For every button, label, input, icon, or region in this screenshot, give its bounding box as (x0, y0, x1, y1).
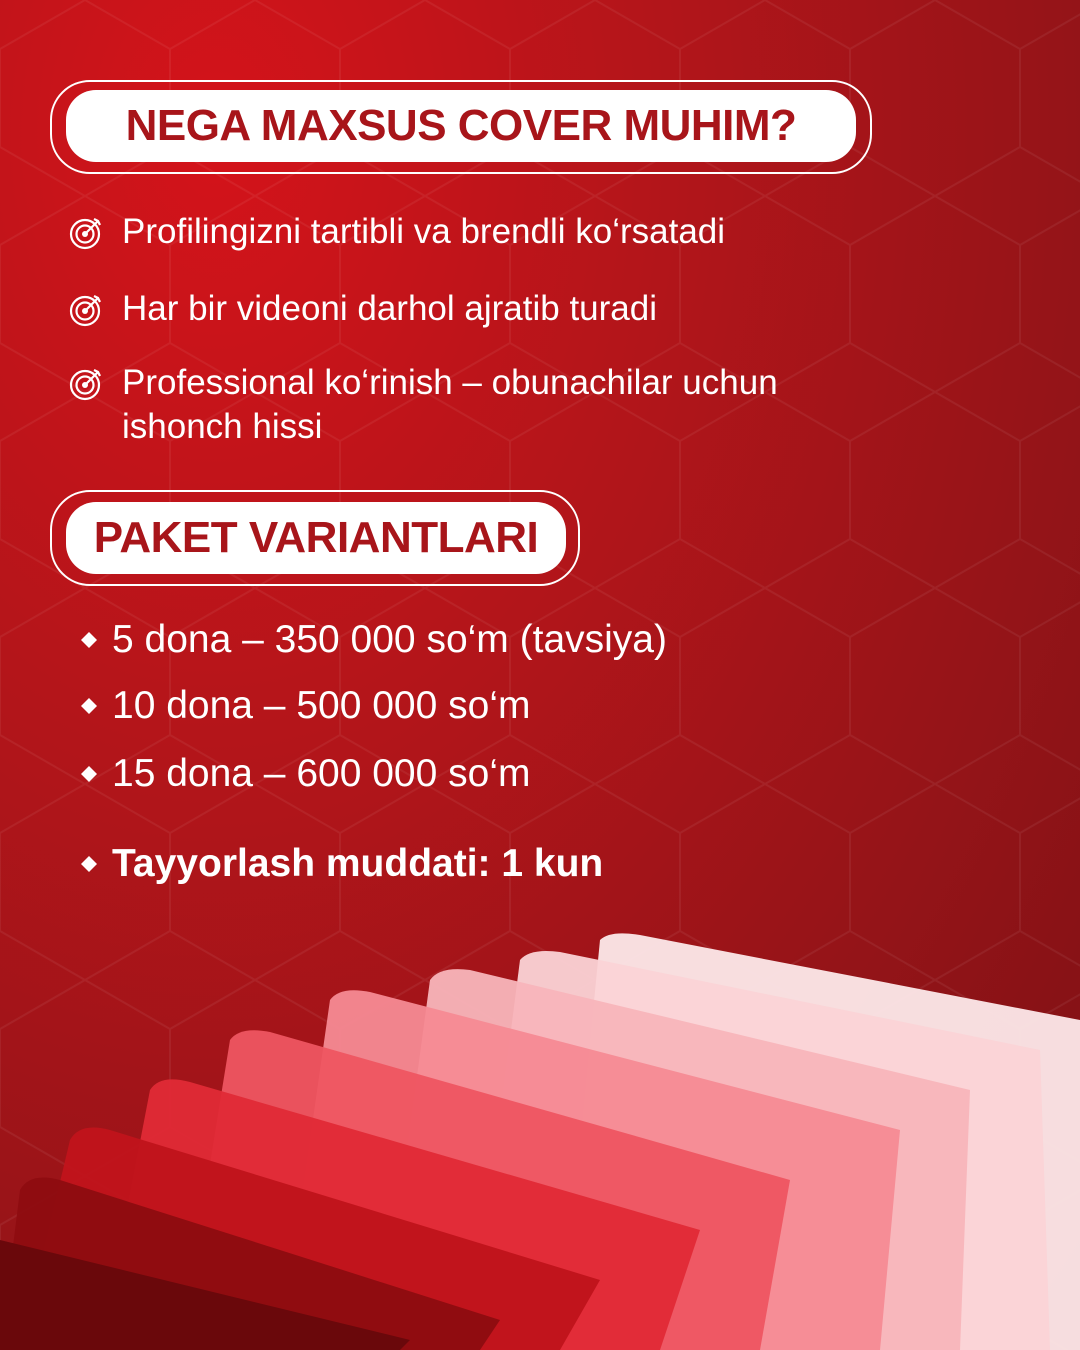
packages-title: PAKET VARIANTLARI (66, 502, 566, 574)
diamond-icon (80, 765, 98, 783)
target-icon (68, 215, 104, 251)
package-item (80, 684, 531, 728)
page-title: NEGA MAXSUS COVER MUHIM? (66, 90, 856, 162)
reason-item (68, 287, 888, 331)
target-icon (68, 366, 104, 402)
reason-item (68, 210, 888, 254)
package-item (80, 618, 667, 662)
package-text: 5 dona – 350 000 so‘m (tavsiya) (112, 618, 667, 661)
target-icon (68, 292, 104, 328)
package-item (80, 752, 531, 796)
diamond-icon (80, 697, 98, 715)
package-text: 10 dona – 500 000 so‘m (112, 684, 531, 727)
reason-item (68, 361, 888, 449)
diamond-icon (80, 631, 98, 649)
lead-time-item (80, 842, 603, 886)
diamond-icon (80, 855, 98, 873)
reason-text: Profilingizni tartibli va brendli ko‘rsatadi (122, 212, 726, 251)
lead-time-text: Tayyorlash muddati: 1 kun (112, 842, 604, 885)
reason-text: Professional ko‘rinish – obunachilar uchun ishonch hissi (122, 363, 778, 446)
package-text: 15 dona – 600 000 so‘m (112, 752, 531, 795)
reason-text: Har bir videoni darhol ajratib turadi (122, 289, 657, 328)
